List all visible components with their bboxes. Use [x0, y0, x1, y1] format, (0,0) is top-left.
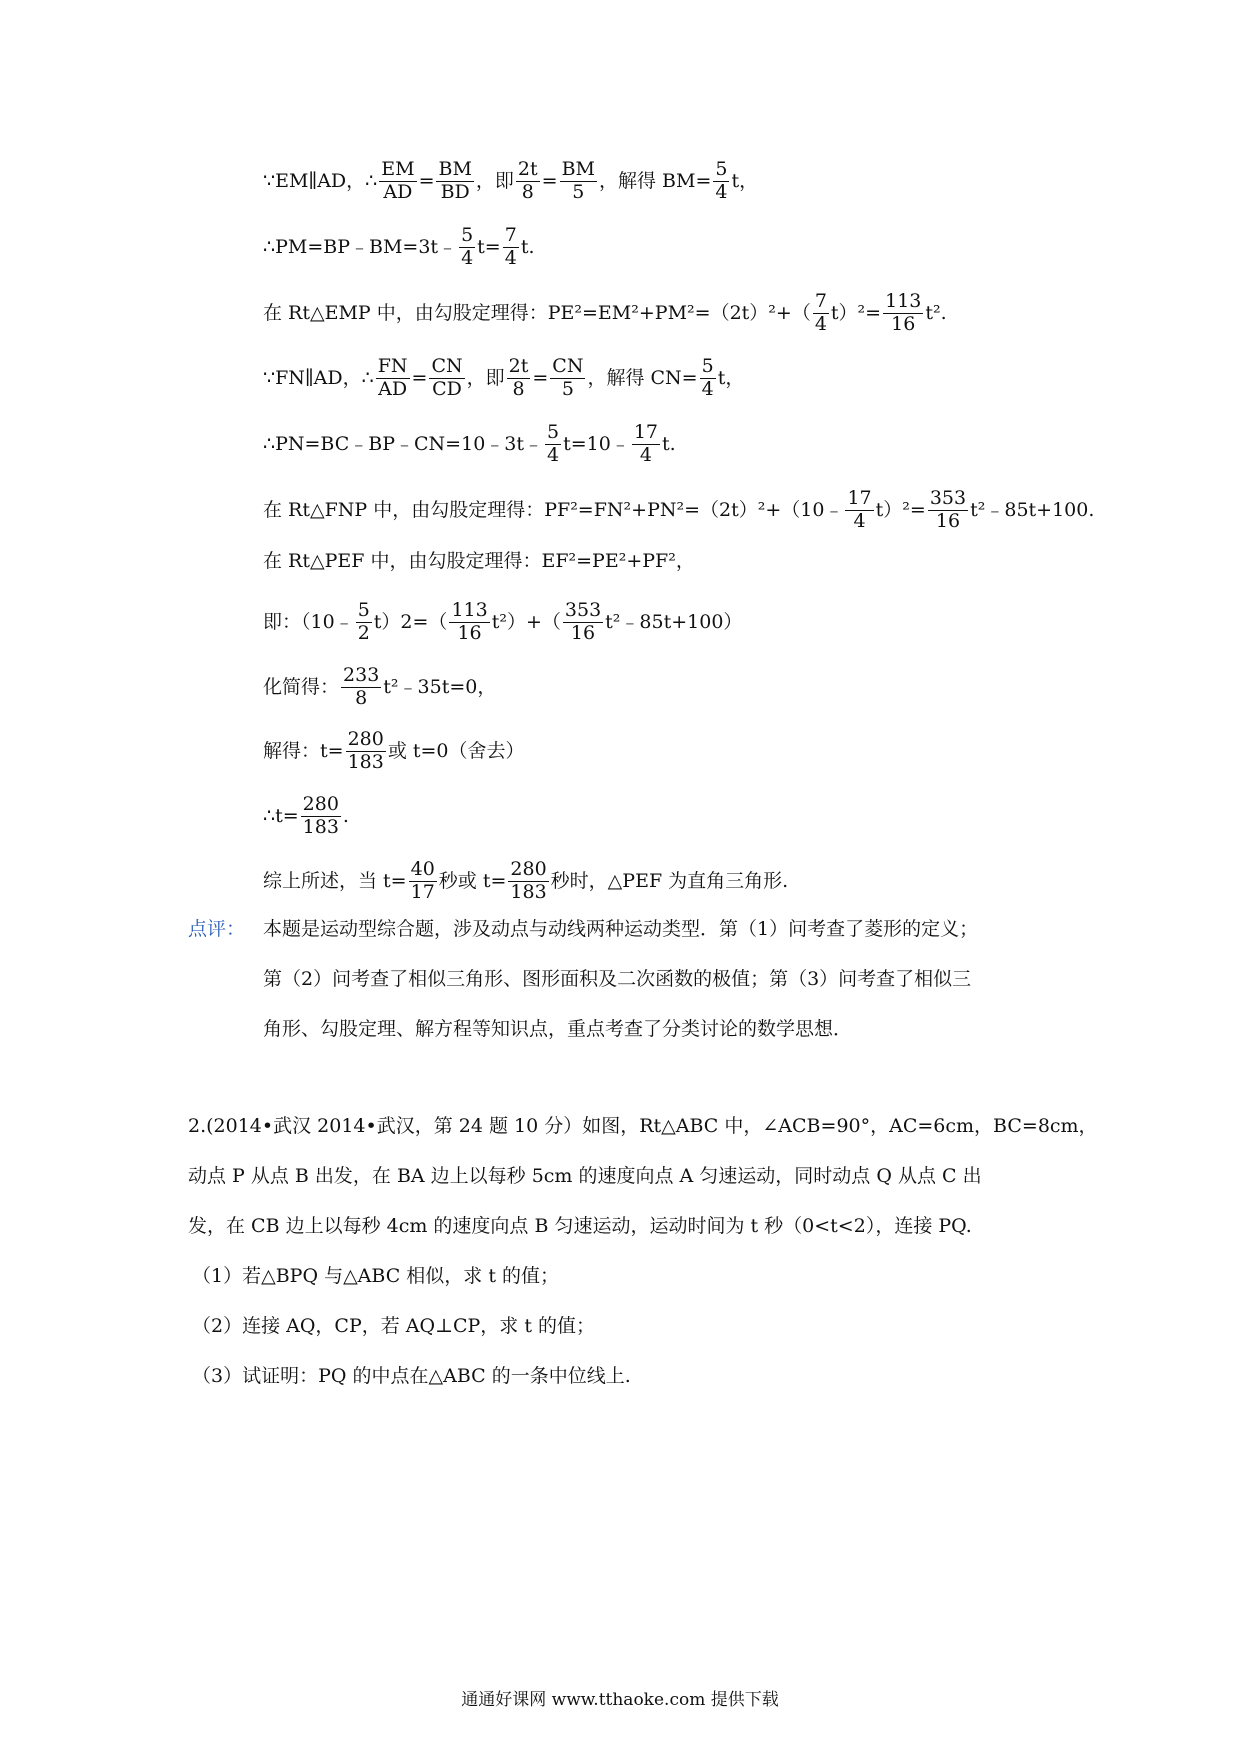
fraction: $\frac{FN}{AD}$ [377, 355, 408, 400]
solution-line-emp: 在 Rt△EMP 中，由勾股定理得：PE²=EM²+PM²=（2t）²+（ $\frac{7}{4}$ t）²= $\frac{113}{16}$ t². [263, 290, 947, 335]
solution-line-em-parallel: ∵EM∥AD，∴ $\frac{EM}{AD}$ = $\frac{BM}{BD}$ ，即 $\frac{2t}{8}$ = $\frac{BM}{5}$ ，解得 BM= $\frac{5}{4}$ t， [263, 158, 759, 203]
fraction: $\frac{113}{16}$ [451, 599, 488, 644]
fraction: $\frac{2t}{8}$ [517, 158, 538, 203]
fraction: $\frac{5}{4}$ [715, 158, 728, 203]
solution-line-pn: ∴PN=BC﹣BP﹣CN=10﹣3t﹣ $\frac{5}{4}$ t=10﹣ $\frac{17}{4}$ t. [263, 421, 676, 466]
solution-line-solve: 解得：t= $\frac{280}{183}$ 或 t=0（舍去） [263, 728, 525, 773]
fraction: $\frac{7}{4}$ [814, 290, 827, 335]
solution-line-fnp: 在 Rt△FNP 中，由勾股定理得：PF²=FN²+PN²=（2t）²+（10﹣ $\frac{17}{4}$ t）²= $\frac{353}{16}$ t²﹣85t+100. [263, 487, 1095, 532]
question-item: （1）若△BPQ 与△ABC 相似，求 t 的值； [192, 1265, 560, 1287]
solution-line-equation: 即：（10﹣ $\frac{5}{2}$ t）2=（ $\frac{113}{16}$ t²）+（ $\frac{353}{16}$ t²﹣85t+100） [263, 599, 743, 644]
fraction: $\frac{353}{16}$ [929, 487, 967, 532]
fraction: $\frac{7}{4}$ [504, 224, 517, 269]
problem-line: 动点 P 从点 B 出发，在 BA 边上以每秒 5cm 的速度向点 A 匀速运动，同时动点 Q 从点 C 出 [188, 1165, 982, 1187]
fraction: $\frac{BM}{BD}$ [438, 158, 472, 203]
fraction: $\frac{EM}{AD}$ [381, 158, 415, 203]
fraction: $\frac{CN}{CD}$ [431, 355, 463, 400]
fraction: $\frac{17}{4}$ [847, 487, 872, 532]
problem-line: 发，在 CB 边上以每秒 4cm 的速度向点 B 匀速运动，运动时间为 t 秒（0<t<2），连接 PQ. [188, 1215, 972, 1237]
fraction: $\frac{280}{183}$ [347, 728, 384, 773]
page-footer: 通通好课网 www.tthaoke.com 提供下载 [461, 1690, 779, 1710]
fraction: $\frac{CN}{5}$ [552, 355, 584, 400]
problem-line: 2.(2014•武汉 2014•武汉，第 24 题 10 分）如图，Rt△ABC 中，∠ACB=90°，AC=6cm，BC=8cm， [188, 1115, 1098, 1137]
question-item: （2）连接 AQ，CP，若 AQ⊥CP，求 t 的值； [192, 1315, 595, 1337]
fraction: $\frac{17}{4}$ [633, 421, 659, 466]
solution-line-simplify: 化简得： $\frac{233}{8}$ t²﹣35t=0， [263, 664, 497, 709]
fraction: $\frac{5}{4}$ [701, 355, 714, 400]
solution-line-therefore: ∴t= $\frac{280}{183}$ . [263, 793, 349, 838]
comment-line: 本题是运动型综合题，涉及动点与动线两种运动类型．第（1）问考查了菱形的定义； [263, 918, 979, 940]
question-item: （3）试证明：PQ 的中点在△ABC 的一条中位线上. [192, 1365, 631, 1387]
fraction: $\frac{BM}{5}$ [561, 158, 595, 203]
fraction: $\frac{5}{2}$ [357, 599, 370, 644]
fraction: $\frac{353}{16}$ [564, 599, 602, 644]
fraction: $\frac{5}{4}$ [547, 421, 560, 466]
fraction: $\frac{280}{183}$ [302, 793, 339, 838]
fraction: $\frac{233}{8}$ [343, 664, 380, 709]
solution-line-fn-parallel: ∵FN∥AD，∴ $\frac{FN}{AD}$ = $\frac{CN}{CD}$ ，即 $\frac{2t}{8}$ = $\frac{CN}{5}$ ，解得 CN= $\frac{5}{4}$ t， [263, 355, 745, 400]
fraction: $\frac{2t}{8}$ [508, 355, 529, 400]
solution-line-pm: ∴PM=BP﹣BM=3t﹣ $\frac{5}{4}$ t= $\frac{7}{4}$ t. [263, 224, 535, 269]
fraction: $\frac{113}{16}$ [885, 290, 922, 335]
comment-line: 角形、勾股定理、解方程等知识点，重点考查了分类讨论的数学思想． [263, 1018, 853, 1040]
fraction: $\frac{280}{183}$ [510, 858, 547, 903]
fraction: $\frac{40}{17}$ [410, 858, 435, 903]
fraction: $\frac{5}{4}$ [461, 224, 474, 269]
solution-line-summary: 综上所述，当 t= $\frac{40}{17}$ 秒或 t= $\frac{280}{183}$ 秒时，△PEF 为直角三角形. [263, 858, 789, 903]
comment-label: 点评： [188, 918, 246, 940]
solution-line-pef: 在 Rt△PEF 中，由勾股定理得：EF²=PE²+PF²， [263, 550, 695, 572]
comment-line: 第（2）问考查了相似三角形、图形面积及二次函数的极值；第（3）问考查了相似三 [263, 968, 972, 990]
